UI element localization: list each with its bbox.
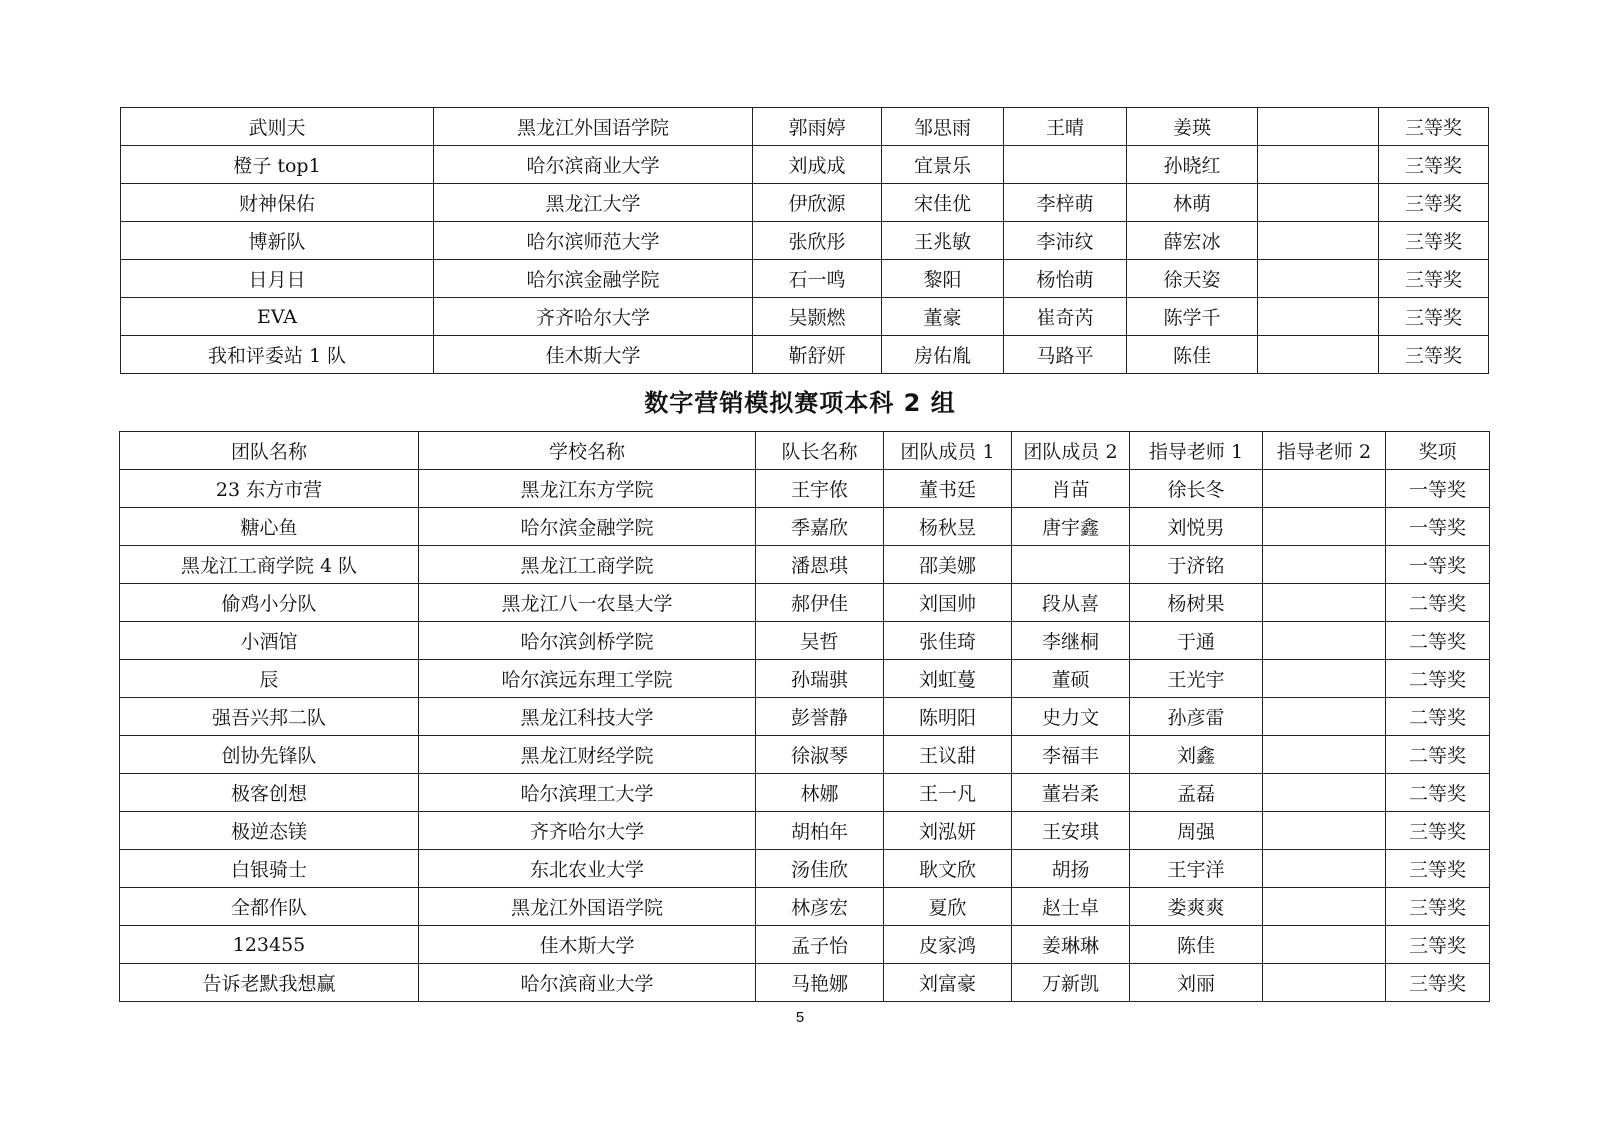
school-name-cell: 齐齐哈尔大学 [434, 298, 753, 336]
school-name-cell: 黑龙江外国语学院 [434, 108, 753, 146]
table-row [120, 736, 1490, 774]
captain-cell: 汤佳欣 [756, 850, 884, 888]
captain-cell: 吴颢燃 [753, 298, 882, 336]
member-2-cell: 赵士卓 [1012, 888, 1130, 926]
advisor-2-cell [1263, 774, 1386, 812]
member-2-cell: 唐宇鑫 [1012, 508, 1130, 546]
team-name-cell: 23 东方市营 [120, 470, 419, 508]
advisor-2-cell [1263, 964, 1386, 1002]
captain-cell: 马艳娜 [756, 964, 884, 1002]
award-cell: 三等奖 [1386, 812, 1490, 850]
header-team-name: 团队名称 [120, 432, 419, 470]
member-1-cell: 邵美娜 [884, 546, 1012, 584]
award-cell: 三等奖 [1379, 298, 1489, 336]
member-2-cell: 李继桐 [1012, 622, 1130, 660]
member-2-cell: 杨怡萌 [1004, 260, 1127, 298]
table-row [120, 850, 1490, 888]
section-title: 数字营销模拟赛项本科 2 组 [644, 389, 956, 417]
captain-cell: 彭誉静 [756, 698, 884, 736]
advisor-1-cell: 于通 [1130, 622, 1263, 660]
advisor-1-cell: 于济铭 [1130, 546, 1263, 584]
advisor-2-cell [1258, 260, 1379, 298]
award-cell: 三等奖 [1386, 926, 1490, 964]
team-name-cell: 小酒馆 [120, 622, 419, 660]
team-name-cell: 辰 [120, 660, 419, 698]
captain-cell: 刘成成 [753, 146, 882, 184]
header-advisor-2: 指导老师 2 [1263, 432, 1386, 470]
school-name-cell: 黑龙江八一农垦大学 [419, 584, 756, 622]
table-row [120, 926, 1490, 964]
award-cell: 三等奖 [1386, 888, 1490, 926]
team-name-cell: 强吾兴邦二队 [120, 698, 419, 736]
school-name-cell: 佳木斯大学 [434, 336, 753, 374]
table-row [120, 546, 1490, 584]
school-name-cell: 哈尔滨剑桥学院 [419, 622, 756, 660]
school-name-cell: 哈尔滨师范大学 [434, 222, 753, 260]
advisor-2-cell [1263, 850, 1386, 888]
captain-cell: 林娜 [756, 774, 884, 812]
table-row [120, 964, 1490, 1002]
member-2-cell: 李梓萌 [1004, 184, 1127, 222]
member-1-cell: 董书廷 [884, 470, 1012, 508]
advisor-1-cell: 徐长冬 [1130, 470, 1263, 508]
team-name-cell: 我和评委站 1 队 [121, 336, 434, 374]
member-2-cell: 王晴 [1004, 108, 1127, 146]
member-1-cell: 刘泓妍 [884, 812, 1012, 850]
table-row [120, 622, 1490, 660]
award-cell: 一等奖 [1386, 546, 1490, 584]
advisor-2-cell [1263, 736, 1386, 774]
advisor-2-cell [1263, 584, 1386, 622]
team-name-cell: 告诉老默我想赢 [120, 964, 419, 1002]
table-row [120, 698, 1490, 736]
member-1-cell: 王议甜 [884, 736, 1012, 774]
member-1-cell: 宋佳优 [882, 184, 1004, 222]
advisor-2-cell [1263, 508, 1386, 546]
member-2-cell: 段从喜 [1012, 584, 1130, 622]
advisor-1-cell: 刘鑫 [1130, 736, 1263, 774]
award-table-continued [120, 107, 1489, 374]
member-2-cell: 肖苗 [1012, 470, 1130, 508]
advisor-1-cell: 孙彦雷 [1130, 698, 1263, 736]
member-2-cell: 胡扬 [1012, 850, 1130, 888]
team-name-cell: 极逆态镁 [120, 812, 419, 850]
school-name-cell: 黑龙江大学 [434, 184, 753, 222]
table-row [120, 812, 1490, 850]
award-cell: 二等奖 [1386, 660, 1490, 698]
member-2-cell: 王安琪 [1012, 812, 1130, 850]
member-1-cell: 耿文欣 [884, 850, 1012, 888]
table-row [121, 260, 1489, 298]
school-name-cell: 齐齐哈尔大学 [419, 812, 756, 850]
advisor-2-cell [1263, 660, 1386, 698]
advisor-1-cell: 王宇洋 [1130, 850, 1263, 888]
school-name-cell: 哈尔滨远东理工学院 [419, 660, 756, 698]
member-1-cell: 宜景乐 [882, 146, 1004, 184]
advisor-2-cell [1263, 622, 1386, 660]
captain-cell: 伊欣源 [753, 184, 882, 222]
member-1-cell: 董豪 [882, 298, 1004, 336]
member-2-cell: 姜琳琳 [1012, 926, 1130, 964]
advisor-2-cell [1263, 888, 1386, 926]
member-2-cell: 李沛纹 [1004, 222, 1127, 260]
advisor-1-cell: 薛宏冰 [1127, 222, 1258, 260]
school-name-cell: 佳木斯大学 [419, 926, 756, 964]
team-name-cell: 糖心鱼 [120, 508, 419, 546]
team-name-cell: 橙子 top1 [121, 146, 434, 184]
table-row [120, 888, 1490, 926]
advisor-1-cell: 刘悦男 [1130, 508, 1263, 546]
member-1-cell: 刘虹蔓 [884, 660, 1012, 698]
school-name-cell: 黑龙江外国语学院 [419, 888, 756, 926]
advisor-2-cell [1263, 470, 1386, 508]
advisor-1-cell: 孙晓红 [1127, 146, 1258, 184]
member-2-cell [1012, 546, 1130, 584]
member-1-cell: 王一凡 [884, 774, 1012, 812]
page-number: 5 [795, 1009, 805, 1026]
advisor-2-cell [1258, 108, 1379, 146]
advisor-2-cell [1263, 812, 1386, 850]
header-member-1: 团队成员 1 [884, 432, 1012, 470]
member-2-cell: 史力文 [1012, 698, 1130, 736]
team-name-cell: 财神保佑 [121, 184, 434, 222]
member-1-cell: 杨秋昱 [884, 508, 1012, 546]
advisor-1-cell: 杨树果 [1130, 584, 1263, 622]
table-row [120, 774, 1490, 812]
member-2-cell: 董岩柔 [1012, 774, 1130, 812]
school-name-cell: 东北农业大学 [419, 850, 756, 888]
table-row [121, 298, 1489, 336]
school-name-cell: 哈尔滨商业大学 [419, 964, 756, 1002]
advisor-1-cell: 刘丽 [1130, 964, 1263, 1002]
member-1-cell: 张佳琦 [884, 622, 1012, 660]
header-advisor-1: 指导老师 1 [1130, 432, 1263, 470]
award-cell: 一等奖 [1386, 470, 1490, 508]
advisor-2-cell [1258, 298, 1379, 336]
advisor-1-cell: 周强 [1130, 812, 1263, 850]
award-cell: 三等奖 [1379, 184, 1489, 222]
team-name-cell: 极客创想 [120, 774, 419, 812]
award-cell: 二等奖 [1386, 774, 1490, 812]
member-2-cell: 崔奇芮 [1004, 298, 1127, 336]
award-cell: 三等奖 [1379, 260, 1489, 298]
team-name-cell: 创协先锋队 [120, 736, 419, 774]
table-row [120, 660, 1490, 698]
captain-cell: 徐淑琴 [756, 736, 884, 774]
member-2-cell: 李福丰 [1012, 736, 1130, 774]
advisor-2-cell [1258, 336, 1379, 374]
advisor-2-cell [1258, 184, 1379, 222]
advisor-2-cell [1258, 146, 1379, 184]
award-cell: 三等奖 [1386, 964, 1490, 1002]
captain-cell: 吴哲 [756, 622, 884, 660]
captain-cell: 季嘉欣 [756, 508, 884, 546]
advisor-2-cell [1258, 222, 1379, 260]
table-row [121, 146, 1489, 184]
member-1-cell: 刘国帅 [884, 584, 1012, 622]
member-2-cell: 万新凯 [1012, 964, 1130, 1002]
school-name-cell: 哈尔滨商业大学 [434, 146, 753, 184]
table-body [120, 470, 1490, 1002]
advisor-2-cell [1263, 926, 1386, 964]
advisor-1-cell: 陈学千 [1127, 298, 1258, 336]
table-row [121, 336, 1489, 374]
header-member-2: 团队成员 2 [1012, 432, 1130, 470]
award-cell: 二等奖 [1386, 698, 1490, 736]
member-1-cell: 邹思雨 [882, 108, 1004, 146]
table-row [121, 222, 1489, 260]
advisor-1-cell: 娄爽爽 [1130, 888, 1263, 926]
award-cell: 三等奖 [1379, 108, 1489, 146]
team-name-cell: 博新队 [121, 222, 434, 260]
captain-cell: 石一鸣 [753, 260, 882, 298]
school-name-cell: 黑龙江财经学院 [419, 736, 756, 774]
table-body [121, 108, 1489, 374]
member-1-cell: 王兆敏 [882, 222, 1004, 260]
captain-cell: 潘恩琪 [756, 546, 884, 584]
award-cell: 二等奖 [1386, 736, 1490, 774]
award-cell: 二等奖 [1386, 584, 1490, 622]
award-cell: 三等奖 [1379, 222, 1489, 260]
table-header-row [120, 432, 1490, 470]
advisor-2-cell [1263, 698, 1386, 736]
team-name-cell: 武则天 [121, 108, 434, 146]
advisor-1-cell: 陈佳 [1127, 336, 1258, 374]
advisor-2-cell [1263, 546, 1386, 584]
award-cell: 三等奖 [1379, 146, 1489, 184]
school-name-cell: 哈尔滨金融学院 [419, 508, 756, 546]
award-cell: 二等奖 [1386, 622, 1490, 660]
member-1-cell: 夏欣 [884, 888, 1012, 926]
captain-cell: 郝伊佳 [756, 584, 884, 622]
team-name-cell: 123455 [120, 926, 419, 964]
captain-cell: 王宇侬 [756, 470, 884, 508]
captain-cell: 孙瑞骐 [756, 660, 884, 698]
table-row [120, 508, 1490, 546]
team-name-cell: 黑龙江工商学院 4 队 [120, 546, 419, 584]
advisor-1-cell: 林萌 [1127, 184, 1258, 222]
table-row [120, 584, 1490, 622]
header-captain-name: 队长名称 [756, 432, 884, 470]
team-name-cell: 全都作队 [120, 888, 419, 926]
member-1-cell: 皮家鸿 [884, 926, 1012, 964]
advisor-1-cell: 孟磊 [1130, 774, 1263, 812]
school-name-cell: 黑龙江东方学院 [419, 470, 756, 508]
captain-cell: 靳舒妍 [753, 336, 882, 374]
advisor-1-cell: 陈佳 [1130, 926, 1263, 964]
captain-cell: 林彦宏 [756, 888, 884, 926]
member-1-cell: 房佑胤 [882, 336, 1004, 374]
team-name-cell: 白银骑士 [120, 850, 419, 888]
team-name-cell: EVA [121, 298, 434, 336]
member-2-cell: 马路平 [1004, 336, 1127, 374]
captain-cell: 孟子怡 [756, 926, 884, 964]
advisor-1-cell: 徐天姿 [1127, 260, 1258, 298]
school-name-cell: 黑龙江工商学院 [419, 546, 756, 584]
table-row [121, 108, 1489, 146]
member-1-cell: 陈明阳 [884, 698, 1012, 736]
school-name-cell: 哈尔滨理工大学 [419, 774, 756, 812]
header-award: 奖项 [1386, 432, 1490, 470]
member-1-cell: 黎阳 [882, 260, 1004, 298]
award-cell: 三等奖 [1379, 336, 1489, 374]
member-2-cell: 董硕 [1012, 660, 1130, 698]
team-name-cell: 日月日 [121, 260, 434, 298]
advisor-1-cell: 姜瑛 [1127, 108, 1258, 146]
member-1-cell: 刘富豪 [884, 964, 1012, 1002]
captain-cell: 郭雨婷 [753, 108, 882, 146]
award-cell: 三等奖 [1386, 850, 1490, 888]
header-school-name: 学校名称 [419, 432, 756, 470]
table-row [120, 470, 1490, 508]
captain-cell: 张欣彤 [753, 222, 882, 260]
member-2-cell [1004, 146, 1127, 184]
advisor-1-cell: 王光宇 [1130, 660, 1263, 698]
team-name-cell: 偷鸡小分队 [120, 584, 419, 622]
award-table-undergrad-group-2 [119, 431, 1490, 1002]
captain-cell: 胡柏年 [756, 812, 884, 850]
school-name-cell: 黑龙江科技大学 [419, 698, 756, 736]
table-row [121, 184, 1489, 222]
school-name-cell: 哈尔滨金融学院 [434, 260, 753, 298]
award-cell: 一等奖 [1386, 508, 1490, 546]
